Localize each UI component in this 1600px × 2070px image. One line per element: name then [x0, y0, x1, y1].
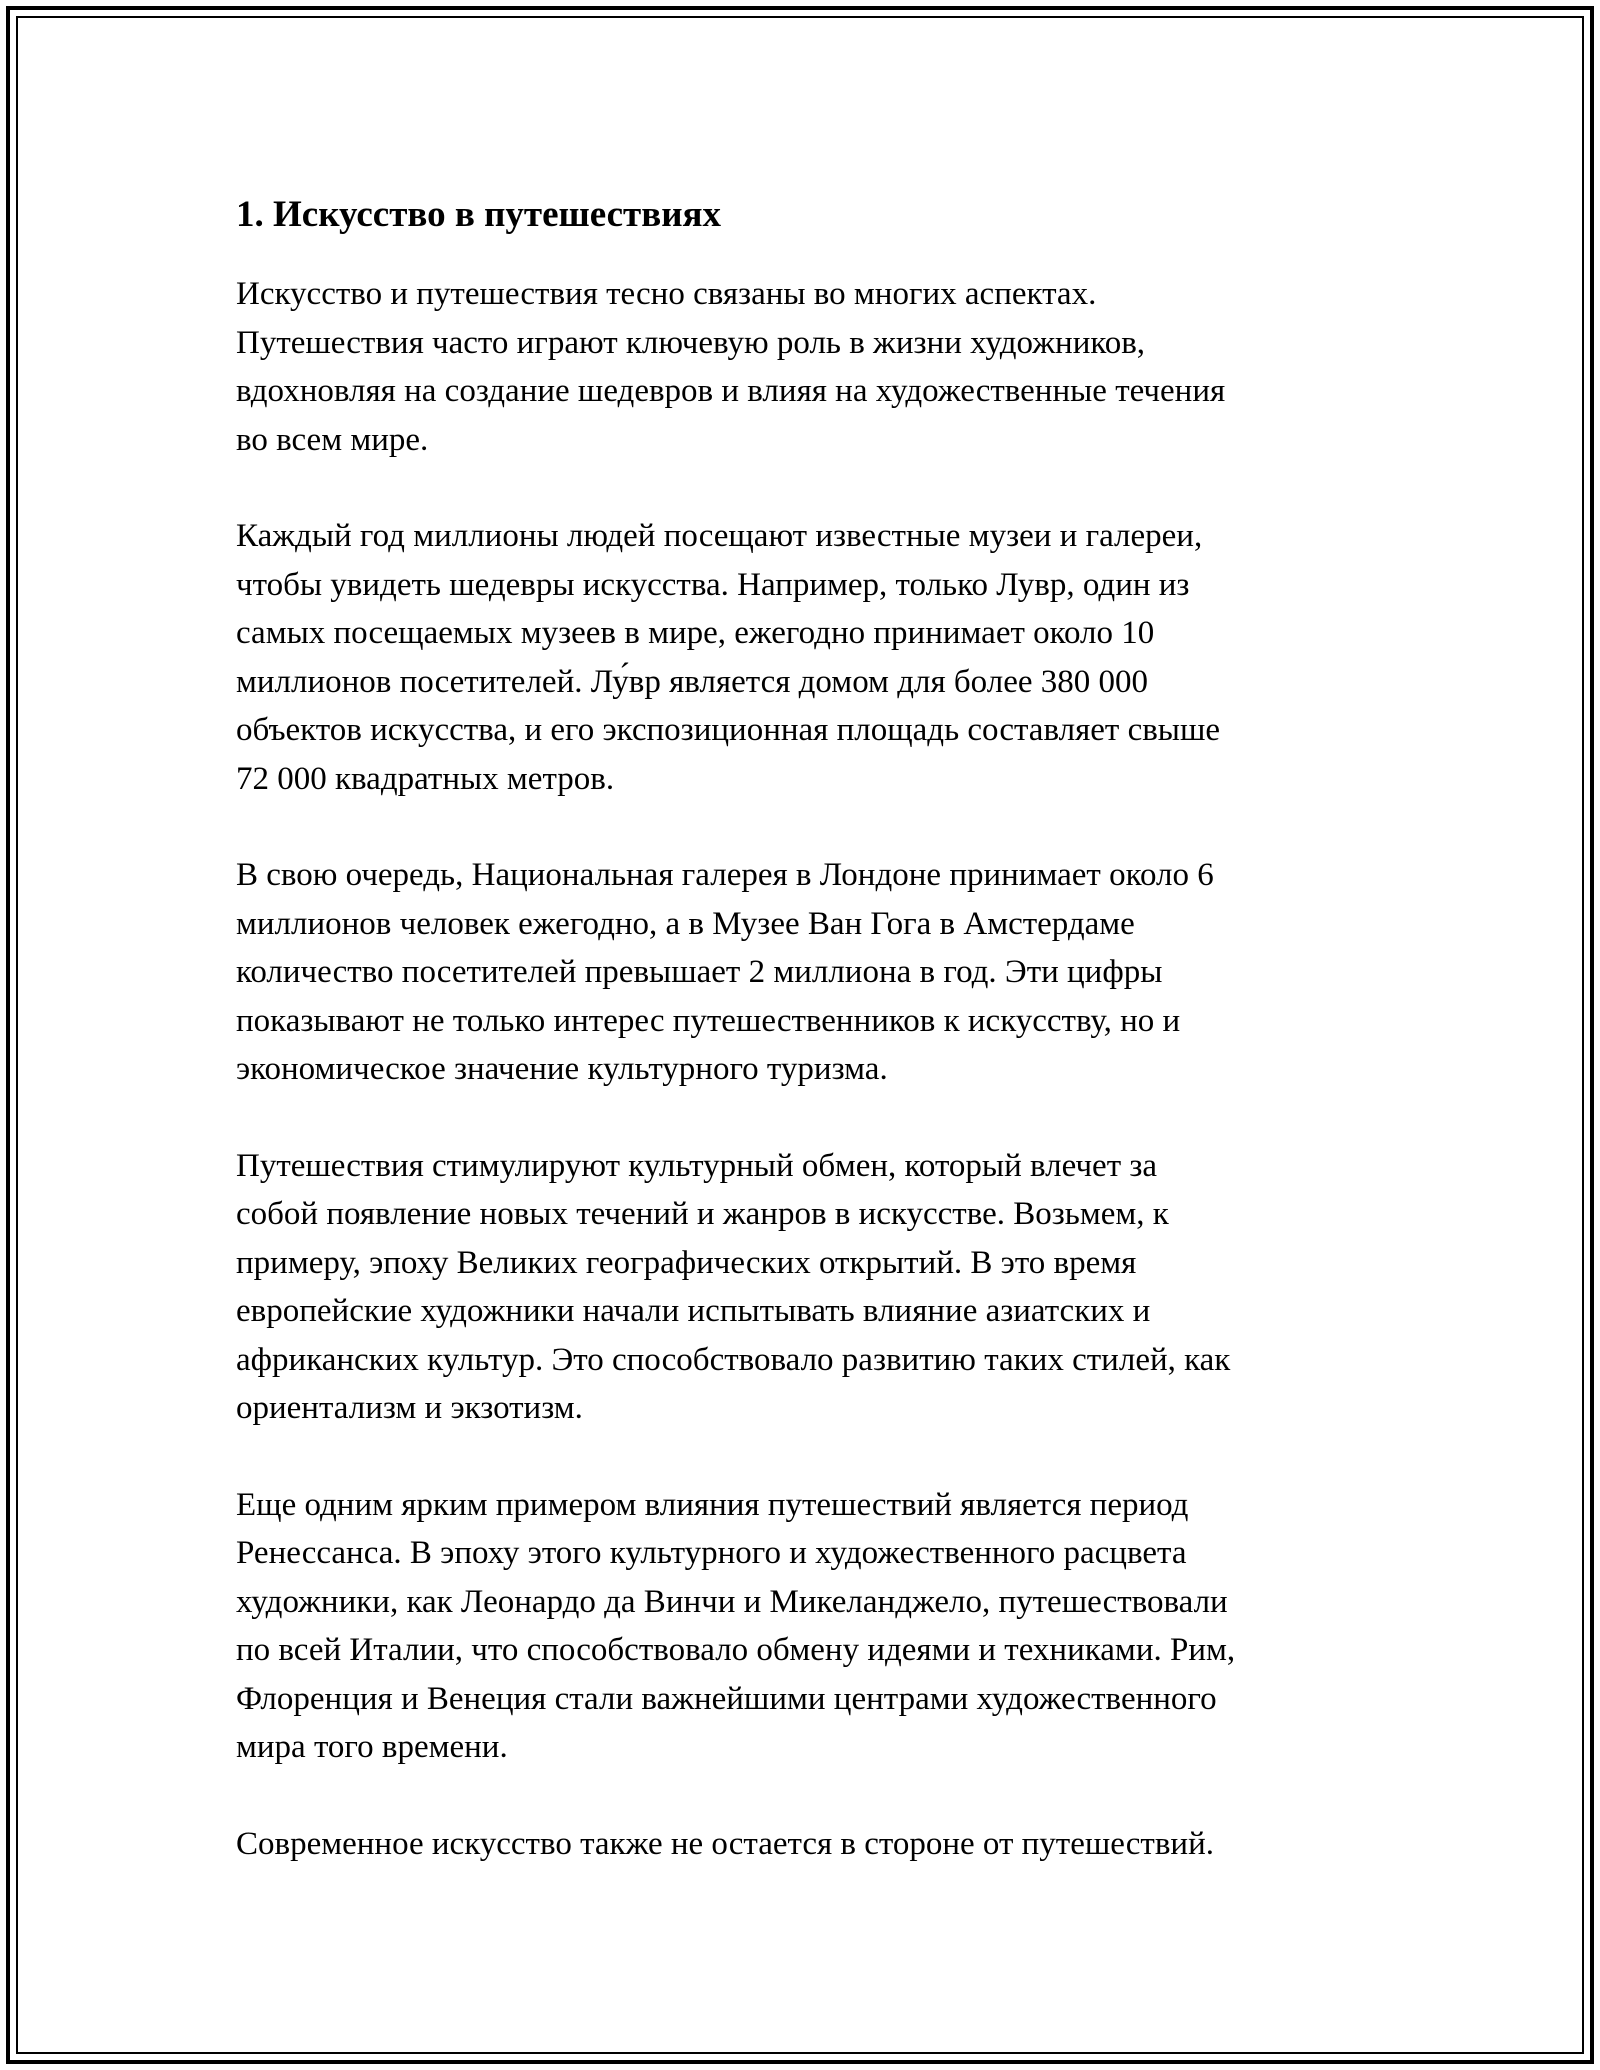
text-line: показывают не только интерес путешественников к искусству, но и	[236, 1002, 1181, 1039]
text-line: по всей Италии, что способствовало обмену идеями и техниками. Рим,	[236, 1632, 1236, 1668]
text-line: миллионов человек ежегодно, а в Музее Ван Гога в Амстердаме	[236, 905, 1135, 942]
text-line: В свою очередь, Национальная галерея в Лондоне принимает около 6	[236, 857, 1214, 893]
text-line: 72 000 квадратных метров.	[236, 760, 615, 797]
text-line: ориентализм и экзотизм.	[236, 1390, 583, 1426]
section-heading: 1. Искусство в путешествиях	[236, 194, 722, 235]
paragraph-museums	[236, 512, 1366, 803]
paragraph-modern-art	[236, 1820, 1366, 1869]
paragraph-cultural-exchange	[236, 1142, 1366, 1433]
text-line: во всем мире.	[236, 421, 429, 458]
paragraph-renaissance	[236, 1481, 1366, 1772]
text-line: миллионов посетителей. Лу́вр является домом для более 380 000	[236, 663, 1148, 700]
text-line: африканских культур. Это способствовало развитию таких стилей, как	[236, 1341, 1231, 1378]
text-line: Искусство и путешествия тесно связаны во многих аспектах.	[236, 276, 1097, 312]
text-line: европейские художники начали испытывать влияние азиатских и	[236, 1293, 1151, 1329]
text-line: самых посещаемых музеев в мире, ежегодно принимает около 10	[236, 615, 1155, 651]
text-line: объектов искусства, и его экспозиционная площадь составляет свыше	[236, 712, 1221, 748]
text-line: примеру, эпоху Великих географических открытий. В это время	[236, 1244, 1137, 1281]
text-line: Путешествия часто играют ключевую роль в жизни художников,	[236, 324, 1146, 361]
text-line: чтобы увидеть шедевры искусства. Например, только Лувр, один из	[236, 566, 1190, 603]
paragraph-intro	[236, 270, 1366, 464]
paragraph-galleries	[236, 851, 1366, 1094]
text-line: собой появление новых течений и жанров в искусстве. Возьмем, к	[236, 1196, 1169, 1232]
text-line: Путешествия стимулируют культурный обмен, который влечет за	[236, 1147, 1158, 1184]
text-line: Ренессанса. В эпоху этого культурного и художественного расцвета	[236, 1535, 1187, 1571]
document-body	[236, 186, 1366, 1916]
text-line: количество посетителей превышает 2 миллиона в год. Эти цифры	[236, 954, 1163, 990]
text-line: Современное искусство также не остается в стороне от путешествий.	[236, 1825, 1214, 1862]
text-line: художники, как Леонардо да Винчи и Микеланджело, путешествовали	[236, 1583, 1228, 1620]
text-line: Флоренция и Венеция стали важнейшими центрами художественного	[236, 1680, 1217, 1717]
text-line: Каждый год миллионы людей посещают известные музеи и галереи,	[236, 518, 1203, 554]
text-line: мира того времени.	[236, 1729, 508, 1765]
text-line: вдохновляя на создание шедевров и влияя на художественные течения	[236, 373, 1226, 409]
text-line: экономическое значение культурного туризма.	[236, 1051, 888, 1087]
text-line: Еще одним ярким примером влияния путешествий является период	[236, 1486, 1189, 1523]
